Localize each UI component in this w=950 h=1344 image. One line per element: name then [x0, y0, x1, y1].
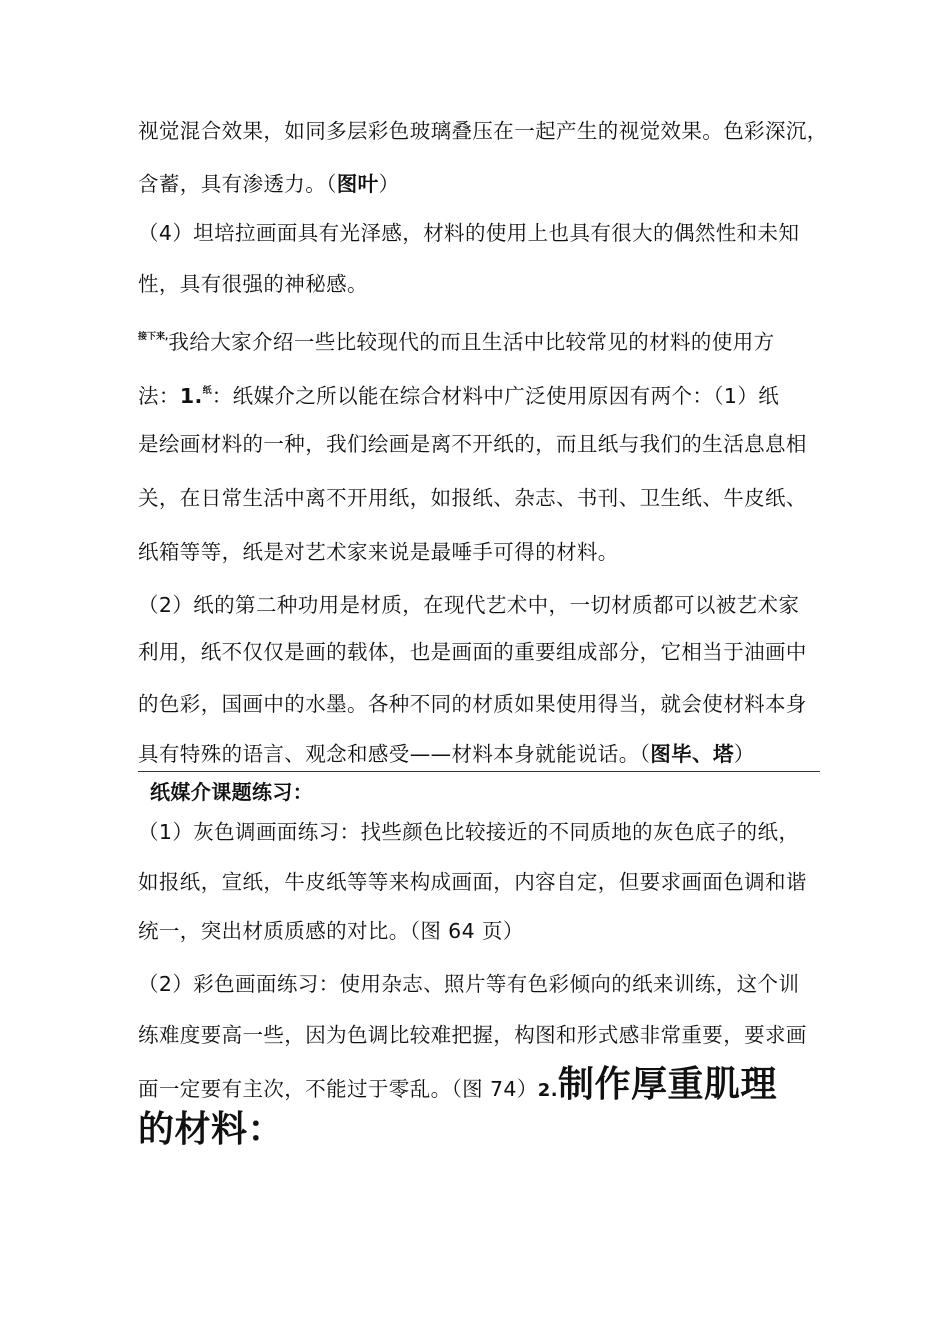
- paragraph-line: [138, 117, 828, 145]
- text-span: 面一定要有主次，不能过于零乱。（图 74）: [138, 1077, 538, 1101]
- text-span: 是绘画材料的一种，我们绘画是离不开纸的，而且纸与我们的生活息息相: [138, 432, 807, 456]
- paragraph-line: [138, 219, 799, 247]
- text-span: 统一，突出材质质感的对比。（图 64 页）: [138, 919, 524, 943]
- text-span: （2）纸的第二种功用是材质，在现代艺术中，一切材质都可以被艺术家: [138, 593, 800, 617]
- small-bold-text: 接下来,: [138, 332, 169, 342]
- horizontal-rule: [138, 771, 820, 772]
- text-span: 视觉混合效果，如同多层彩色玻璃叠压在一起产生的视觉效果。色彩深沉，: [138, 119, 828, 143]
- text-span: （2）彩色画面练习：使用杂志、照片等有色彩倾向的纸来训练，这个训: [138, 972, 800, 996]
- paragraph-line: [138, 740, 755, 768]
- paragraph-line: [138, 270, 368, 298]
- text-span: 具有特殊的语言、观念和感受——材料本身就能说话。（: [138, 742, 651, 766]
- section-number: 1.: [179, 384, 203, 408]
- figure-reference: 图叶: [336, 172, 379, 196]
- text-span: 我给大家介绍一些比较现代的而且生活中比较常见的材料的使用方: [168, 330, 775, 354]
- text-span: 利用，纸不仅仅是画的载体，也是画面的重要组成部分，它相当于油画中: [138, 640, 807, 664]
- paragraph-line: [138, 690, 807, 718]
- text-span: 性，具有很强的神秘感。: [138, 272, 368, 296]
- text-span: （1）灰色调画面练习：找些颜色比较接近的不同质地的灰色底子的纸，: [138, 820, 800, 844]
- paragraph-line: [138, 1021, 807, 1049]
- figure-reference: 图毕、塔: [650, 742, 734, 766]
- paragraph-line: [138, 323, 775, 356]
- paragraph-line: [138, 430, 807, 458]
- paragraph-line: [138, 170, 399, 198]
- paragraph-line: [138, 484, 807, 512]
- paragraph-line: [138, 638, 807, 666]
- paragraph-line: [138, 818, 799, 846]
- text-span: 法：: [138, 384, 180, 408]
- paragraph-line: [138, 538, 619, 566]
- text-span: ）: [378, 172, 400, 196]
- paragraph-line: [138, 1063, 777, 1113]
- section-number: 2.: [537, 1080, 558, 1101]
- text-span: ）: [733, 742, 755, 766]
- text-span: 含蓄，具有渗透力。（: [138, 172, 337, 196]
- exercise-heading: 纸媒介课题练习：: [150, 780, 314, 804]
- small-bold-text: 纸: [202, 386, 212, 396]
- text-span: （4）坦培拉画面具有光泽感，材料的使用上也具有很大的偶然性和未知: [138, 221, 800, 245]
- text-span: ：纸媒介之所以能在综合材料中广泛使用原因有两个：（1）纸: [211, 384, 780, 408]
- paragraph-line: [138, 970, 799, 998]
- section-title-continued: 的材料：: [138, 1109, 285, 1150]
- paragraph-line: [138, 917, 524, 945]
- section-title: 制作厚重肌理: [557, 1064, 777, 1105]
- text-span: 的色彩，国画中的水墨。各种不同的材质如果使用得当，就会使材料本身: [138, 692, 807, 716]
- text-span: 如报纸，宣纸，牛皮纸等等来构成画面，内容自定，但要求画面色调和谐: [138, 870, 807, 894]
- text-span: 关，在日常生活中离不开用纸，如报纸、杂志、书刊、卫生纸、牛皮纸、: [138, 486, 807, 510]
- paragraph-line: [138, 377, 779, 410]
- text-span: 纸箱等等，纸是对艺术家来说是最唾手可得的材料。: [138, 540, 619, 564]
- text-span: 练难度要高一些，因为色调比较难把握，构图和形式感非常重要，要求画: [138, 1023, 807, 1047]
- paragraph-line: [138, 591, 799, 619]
- paragraph-line: [138, 868, 807, 896]
